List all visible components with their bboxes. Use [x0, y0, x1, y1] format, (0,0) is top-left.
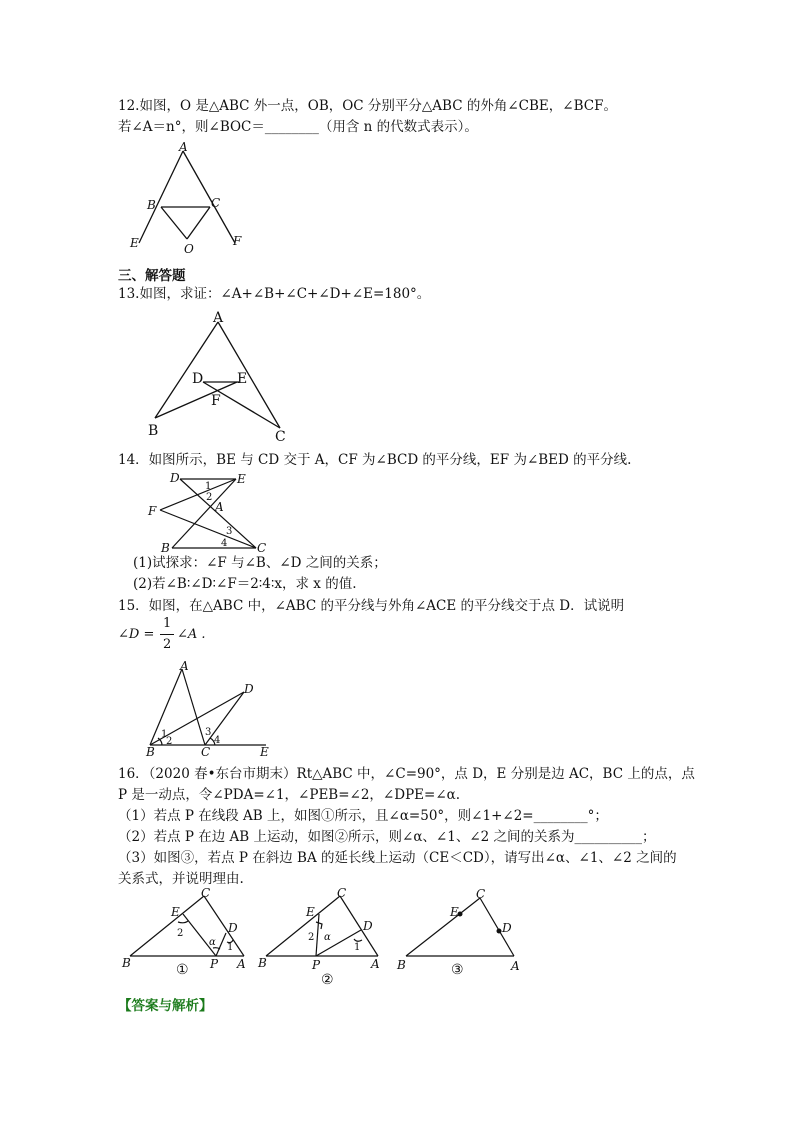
q14-angle-4: 4 — [221, 538, 228, 549]
q16-f1-label-a: A — [237, 957, 246, 971]
q12-label-a: A — [179, 140, 188, 154]
q16-f3-point-d — [497, 929, 502, 934]
q13-line1: 13.如图，求证：∠A+∠B+∠C+∠D+∠E=180°。 — [118, 286, 431, 302]
q12-label-o: O — [184, 242, 194, 256]
q15-fraction-denominator: 2 — [163, 637, 172, 652]
q12-line2: 若∠A＝n°，则∠BOC＝________（用含 n 的代数式表示）。 — [118, 119, 478, 135]
q13-figure — [145, 310, 305, 445]
q16-f3-label-d: D — [502, 921, 512, 935]
q12-label-c: C — [211, 196, 221, 210]
q14-sub2: (2)若∠B∶∠D∶∠F＝2∶4∶x，求 x 的值. — [133, 576, 357, 592]
q16-f1-caption: ① — [176, 962, 189, 978]
q16-f1-angle-alpha: α — [209, 937, 216, 948]
q12-label-b: B — [147, 198, 156, 212]
q16-sub1: （1）若点 P 在线段 AB 上，如图①所示，且∠α=50°，则∠1+∠2=________°； — [118, 808, 608, 824]
q16-f2-label-e: E — [306, 905, 315, 919]
q16-f2-label-c: C — [337, 886, 347, 900]
q15-label-b: B — [146, 745, 155, 759]
q13-label-e: E — [237, 371, 248, 387]
q15-angle-a: ∠A . — [177, 627, 206, 642]
q16-f1-angle-1: 1 — [227, 942, 234, 953]
q16-f2-caption: ② — [321, 972, 334, 988]
q16-f2-label-a: A — [371, 957, 380, 971]
section-heading: 三、解答题 — [118, 268, 186, 284]
q15-fraction-numerator: 1 — [163, 616, 172, 631]
q16-line2: P 是一动点，令∠PDA=∠1，∠PEB=∠2，∠DPE=∠α. — [118, 787, 461, 803]
q15-angle-3: 3 — [205, 727, 212, 738]
q12-figure — [125, 140, 265, 258]
q16-figure-1 — [122, 886, 257, 978]
q15-fraction-bar — [160, 634, 174, 635]
q15-angle-2: 2 — [166, 736, 173, 747]
q16-f2-label-d: D — [363, 919, 373, 933]
q16-f2-angle-1: 1 — [354, 942, 361, 953]
q16-sub3b: 关系式，并说明理由. — [118, 871, 244, 887]
q16-figure-2 — [258, 886, 388, 988]
q16-f1-angle-2: 2 — [177, 928, 184, 939]
q16-line1: 16．（2020 春•东台市期末）Rt△ABC 中，∠C=90°，点 D，E 分别是边 AC，BC 上的点，点 — [118, 766, 695, 782]
q15-angle-d: ∠D = — [118, 627, 155, 642]
q14-label-f: F — [148, 504, 157, 518]
answer-heading: 【答案与解析】 — [118, 998, 213, 1014]
q13-label-d: D — [192, 371, 204, 387]
q14-line1: 14．如图所示，BE 与 CD 交于 A，CF 为∠BCD 的平分线，EF 为∠BED 的平分线. — [118, 452, 632, 468]
q16-sub2: （2）若点 P 在边 AB 上运动，如图②所示，则∠α、∠1、∠2 之间的关系为__________； — [118, 829, 656, 845]
q14-figure — [146, 471, 276, 555]
q16-f2-angle-2: 2 — [308, 932, 315, 943]
q15-label-c: C — [201, 745, 211, 759]
q12-line1: 12.如图，O 是△ABC 外一点，OB，OC 分别平分△ABC 的外角∠CBE，∠BCF。 — [118, 98, 617, 114]
q16-sub3: （3）如图③，若点 P 在斜边 BA 的延长线上运动（CE＜CD），请写出∠α、∠1、∠2 之间的 — [118, 850, 677, 866]
q16-f2-angle-alpha: α — [324, 932, 331, 943]
q16-f3-label-e: E — [450, 905, 459, 919]
q15-angle-1: 1 — [161, 729, 168, 740]
q15-line1: 15．如图，在△ABC 中，∠ABC 的平分线与外角∠ACE 的平分线交于点 D．试说明 — [118, 598, 625, 614]
q16-f2-label-p: P — [312, 958, 321, 972]
q16-f1-label-b: B — [122, 956, 131, 970]
q15-label-e: E — [260, 745, 269, 759]
q16-figure-3 — [396, 887, 531, 978]
q14-angle-2: 2 — [206, 492, 213, 503]
q16-f3-label-b: B — [397, 958, 406, 972]
q13-label-f: F — [211, 393, 221, 409]
q15-label-d: D — [244, 682, 254, 696]
q14-angle-3: 3 — [226, 526, 233, 537]
q15-label-a: A — [180, 659, 189, 673]
q14-label-a: A — [215, 500, 224, 514]
q14-label-b: B — [161, 541, 170, 555]
q13-label-a: A — [213, 310, 224, 326]
q16-f1-label-c: C — [201, 886, 211, 900]
q16-f3-label-c: C — [476, 887, 486, 901]
q12-label-f: F — [233, 234, 242, 248]
q13-label-c: C — [275, 429, 286, 445]
q14-label-d: D — [170, 471, 180, 485]
q16-f3-caption: ③ — [451, 962, 464, 978]
q14-sub1: (1)试探求：∠F 与∠B、∠D 之间的关系； — [133, 555, 387, 571]
q16-f1-label-p: P — [210, 957, 219, 971]
q16-f2-label-b: B — [258, 956, 267, 970]
q16-f1-label-e: E — [171, 905, 180, 919]
q12-label-e: E — [130, 236, 139, 250]
q16-f1-label-d: D — [228, 921, 238, 935]
q15-figure — [144, 659, 279, 759]
q15-angle-4: 4 — [214, 735, 221, 746]
q14-label-e: E — [237, 472, 246, 486]
q16-f3-label-a: A — [511, 959, 520, 973]
q14-label-c: C — [257, 541, 267, 555]
q14-angle-1: 1 — [205, 481, 212, 492]
q13-label-b: B — [148, 423, 159, 439]
